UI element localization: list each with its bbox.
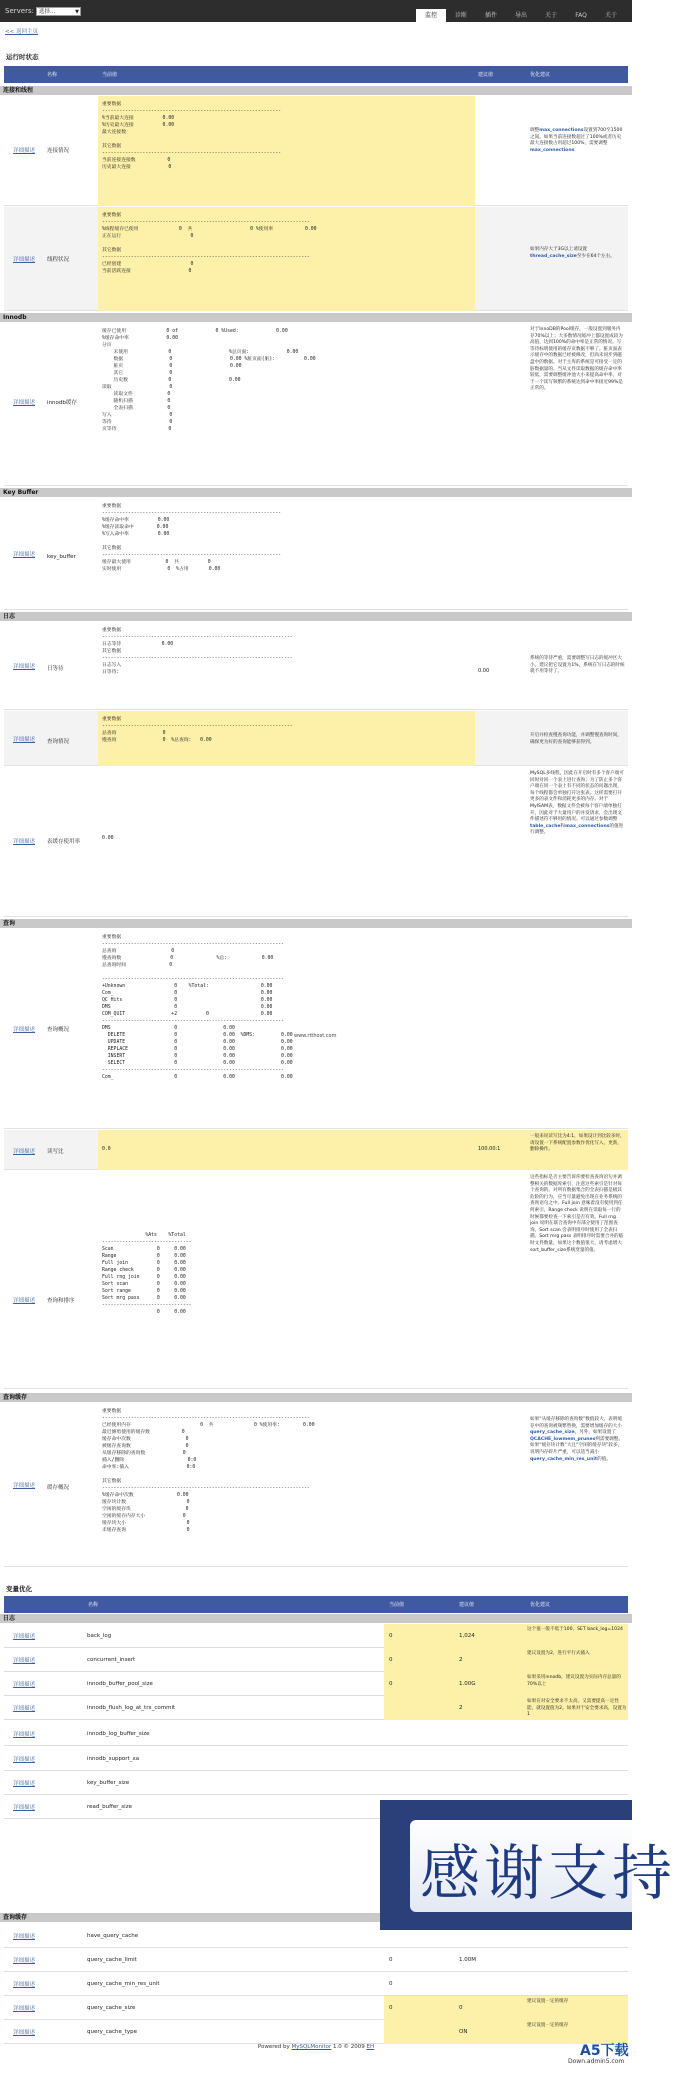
tab-export[interactable]: 导出 bbox=[514, 12, 527, 19]
var-suggest-cell bbox=[454, 1696, 524, 1720]
tab-diagnose[interactable]: 诊断 bbox=[454, 12, 467, 19]
detail-link[interactable]: 详细描述 bbox=[12, 2006, 35, 2012]
row-suggest: 0.00 bbox=[478, 668, 490, 674]
promo-banner bbox=[380, 1800, 676, 1930]
var-name: innodb_support_xa bbox=[87, 1756, 140, 1762]
var-advice-cell bbox=[524, 1972, 628, 1996]
row-value: 0.00 bbox=[102, 836, 114, 841]
var-name: query_cache_min_res_unit bbox=[87, 1981, 160, 1987]
var-name: innodb_log_buffer_size bbox=[87, 1731, 150, 1737]
tab-plugins[interactable]: 插件 bbox=[484, 12, 497, 19]
row-innodb bbox=[4, 323, 628, 486]
var-row bbox=[4, 1747, 628, 1771]
tab-faq[interactable]: FAQ bbox=[575, 12, 587, 19]
detail-link[interactable]: 详细描述 bbox=[12, 2030, 35, 2036]
col-advice: 优化建议 bbox=[530, 72, 551, 78]
var-current-cell bbox=[384, 1747, 454, 1771]
row-name: 查询和排序 bbox=[47, 1298, 75, 1304]
var-suggest: ON bbox=[459, 2029, 468, 2035]
footer-link[interactable]: MySQLMonitor bbox=[291, 2044, 332, 2050]
page-title: 运行时状态 bbox=[6, 53, 39, 61]
nav-tabs bbox=[416, 9, 626, 22]
row-value: %Ats %Total ------------------------------- Scan 0 0.00 Range 0 0.00 Full join 0 0.00 Range check 0 0.00 Full rng join 0 0.00 Sort scan 0 0.00 Sort range 0 0.00 Sort mrg pass 0 0.00 ------------------------------- 0 0.00 bbox=[102, 1233, 192, 1315]
var-name: concurrent_insert bbox=[87, 1657, 136, 1663]
vars-group-qcache: 查询缓存 bbox=[0, 1913, 632, 1922]
var-current-cell bbox=[384, 1696, 454, 1720]
var-advice: 建议设置一定的缓存 bbox=[527, 2023, 569, 2028]
var-name: query_cache_size bbox=[87, 2005, 136, 2011]
row-read-write bbox=[4, 1130, 628, 1170]
var-suggest: 1,024 bbox=[459, 1633, 475, 1639]
group-connections: 连接和线程 bbox=[0, 86, 632, 95]
col-name: 名称 bbox=[88, 1602, 99, 1608]
row-query-cache bbox=[4, 1403, 628, 1567]
var-row bbox=[4, 1771, 628, 1795]
top-bar bbox=[0, 0, 632, 22]
row-name: 读写比 bbox=[47, 1149, 64, 1155]
var-row bbox=[4, 1996, 628, 2020]
var-advice-cell bbox=[524, 1722, 628, 1746]
var-suggest: 2 bbox=[459, 1705, 463, 1711]
var-suggest-cell bbox=[454, 1972, 524, 1996]
var-advice-cell bbox=[524, 1747, 628, 1771]
row-advice: 对于InnoDB的Pool缓存，一般设置到服务内存70%以上；大多数情况缓冲上都设置成较为高值，达到100%的命中率是正常的情况。写等待标明使用的缓存页数据不够了。脏页面表示缓存中的数据已经被修改，但尚未同步到磁盘中的数据。对于主库的系统是可接受一定的脏数据量的。当从文件读取数据的缓存命中率较低，需要调整缓冲池大小来提高命中率，对于一个读写频繁的系统达到命中率接近99%是正常的。 bbox=[530, 327, 623, 392]
detail-link[interactable]: 详细描述 bbox=[12, 552, 35, 558]
row-value: 重要数据 ------------------------------------------------------------------ 日志等待 0.00 其它数据 ------------------------------------------------------------------ 日志写入 日等待: bbox=[102, 628, 293, 675]
footer-link-eh[interactable]: EH bbox=[366, 2044, 375, 2050]
var-current-cell bbox=[384, 1771, 454, 1795]
var-advice: 建议设置为2，进行平行式插入 bbox=[527, 1651, 590, 1656]
detail-link[interactable]: 详细描述 bbox=[12, 1483, 35, 1489]
var-name: query_cache_type bbox=[87, 2029, 137, 2035]
footer: Powered by MySQLMonitor 1.0 © 2009 EH bbox=[257, 2044, 375, 2050]
row-name: 查询情况 bbox=[47, 739, 70, 745]
detail-link[interactable]: 详细描述 bbox=[12, 257, 35, 263]
row-name: 线程状况 bbox=[47, 257, 70, 263]
detail-link[interactable]: 详细描述 bbox=[12, 1732, 35, 1738]
col-suggest: 建议值 bbox=[459, 1602, 475, 1608]
row-advice: 如果内存大于3G以上请设置thread_cache_size至少在64个左右。 bbox=[530, 247, 615, 259]
var-row bbox=[4, 1722, 628, 1746]
row-connections bbox=[4, 96, 628, 206]
var-name: back_log bbox=[87, 1633, 112, 1639]
row-advice: 如果“从缓存移除的查询数”数值较大，表明缓存中的查询被频繁替换，需要增加缓存的大小query_cache_size。另外，如果设置了QCACHE_lowmem_prunes则需要调整。如果“缓存块计数”大且“空闲的缓存块”较多，说明内存碎片严重，可以适当减小query_cache_min_res_unit的值。 bbox=[530, 1417, 623, 1462]
row-query-overview bbox=[4, 929, 628, 1129]
var-row bbox=[4, 1624, 628, 1648]
col-value: 当前值 bbox=[102, 72, 118, 78]
row-value: 重要数据 -------------------------------------------------------------- %当前最大连接 0.00 %历史最大连接 0.00 最大连接数 其它数据 -------------------------------------------------------------- 当前连接连接数 0 历史最大连接 0 bbox=[98, 96, 475, 206]
row-name: key_buffer bbox=[47, 554, 76, 560]
var-current-cell bbox=[384, 1996, 454, 2020]
row-threads bbox=[4, 207, 628, 311]
var-name: have_query_cache bbox=[87, 1933, 139, 1939]
row-advice: 一般来说读写比为4:1，如果设计到比较多时，请设置一下系统配置参数作优化写入，更新，删除操作。 bbox=[527, 1130, 628, 1170]
group-query: 查询 bbox=[0, 919, 632, 928]
var-name: innodb_flush_log_at_trx_commit bbox=[87, 1705, 176, 1711]
var-row bbox=[4, 1648, 628, 1672]
chevron-down-icon: ▼ bbox=[75, 9, 79, 15]
var-suggest-cell bbox=[454, 1648, 524, 1672]
banner-text: 感谢支持 bbox=[420, 1839, 676, 1909]
vars-group-log: 日志 bbox=[0, 1614, 632, 1623]
server-select[interactable]: 选择... ▼ bbox=[36, 7, 81, 16]
group-query-cache: 查询缓存 bbox=[0, 1393, 632, 1402]
detail-link[interactable]: 详细描述 bbox=[12, 1805, 35, 1811]
var-current-cell bbox=[384, 1972, 454, 1996]
var-current: 0 bbox=[389, 1657, 393, 1663]
row-value: 重要数据 ------------------------------------------------------------------------ 已经使用内存 0 共 0 %使用率: 0.00 最近修剪使用的缓存数 0 缓存命中次数 0 被缓存查询数 0 从缓存移除的查询数 0 插入/删除 0:0 命中率:插入 0:0 其它数据 ------------------------------------------------------------------------ %缓存命中次数 0.00 缓存块计数 0 空闲的缓存块 0 空闲的缓存内存大小 0 缓存块大小 0 未缓存查询 0 bbox=[102, 1409, 315, 1533]
col-value: 当前值 bbox=[389, 1602, 405, 1608]
row-advice: 开启并检查慢查询功能，并调整慢查询时间，确保更为好的查询能够获得到。 bbox=[530, 733, 622, 745]
var-current-cell bbox=[384, 2020, 454, 2044]
row-name: 日等待 bbox=[47, 666, 64, 672]
col-advice: 优化建议 bbox=[530, 1602, 551, 1608]
var-suggest-cell bbox=[454, 1747, 524, 1771]
col-suggest: 建议值 bbox=[478, 72, 494, 78]
detail-link[interactable]: 详细描述 bbox=[12, 1982, 35, 1988]
site-watermark-url: Down.admin5.com bbox=[568, 2058, 625, 2065]
row-query-situation bbox=[4, 711, 628, 766]
var-row bbox=[4, 1948, 628, 1972]
var-advice-cell bbox=[524, 1771, 628, 1795]
row-name: 缓存概况 bbox=[47, 1485, 70, 1491]
row-value: 重要数据 --------------------------------------------------------------- 总查询 0 慢查询数 0 %总: 0.00 总查询时间 0 --------------------------------------------------------------- +Unknown 0 %Total: 0.00 Com_ 0 0.00 QC Hits 0 0.00 DMS 0 0.00 COM_QUIT +2 0 0.00 --------------------------------------------------------------- DMS 0 0.00 DELETE 0 0.00 %DMS: 0.00 UPDATE 0 0.00 0.00 REPLACE 0 0.00 0.00 INSERT 0 0.00 0.00 SELECT 0 0.00 0.00 --------------------------------------------------------------- Com_ 0 0.00 0.00 bbox=[102, 935, 293, 1080]
group-innodb: Innodb bbox=[0, 313, 632, 322]
var-row bbox=[4, 1696, 628, 1720]
row-value: 重要数据 ------------------------------------------------------------------ 总查询 0 慢查询 0 %总查询: 0.00 bbox=[98, 711, 475, 766]
detail-link[interactable]: 详细描述 bbox=[12, 400, 35, 406]
row-table-cache bbox=[4, 767, 628, 917]
group-key-buffer: Key Buffer bbox=[0, 488, 632, 497]
row-sort-scan bbox=[4, 1171, 628, 1389]
detail-link[interactable]: 详细描述 bbox=[12, 1958, 35, 1964]
row-value: 0.0 bbox=[98, 1130, 475, 1170]
group-log: 日志 bbox=[0, 612, 632, 621]
detail-link[interactable]: 详细描述 bbox=[12, 1781, 35, 1787]
var-current-cell bbox=[384, 1624, 454, 1648]
var-advice: 如果采用innodb，建议设置为实际内存总量的70%以上 bbox=[527, 1675, 621, 1687]
var-suggest-cell bbox=[454, 1722, 524, 1746]
vars-title: 变量优化 bbox=[6, 1585, 32, 1593]
var-name: key_buffer_size bbox=[87, 1780, 130, 1786]
back-link[interactable]: << 返回主页 bbox=[5, 29, 38, 35]
var-row bbox=[4, 1972, 628, 1996]
detail-link[interactable]: 详细描述 bbox=[12, 1757, 35, 1763]
detail-link[interactable]: 详细描述 bbox=[12, 1149, 35, 1155]
row-value: 重要数据 -------------------------------------------------------------- %缓存命中率 0.00 %缓存读取命中 0.00 %写入命中率 0.00 其它数据 -------------------------------------------------------------- 缓存最大使用 0 共 0 实时使用 0 %占用 0.00 bbox=[102, 504, 282, 572]
var-current-cell bbox=[384, 1648, 454, 1672]
var-current-cell bbox=[384, 1722, 454, 1746]
var-advice: 这个值一般不低于100，SET back_log=1024 bbox=[527, 1627, 623, 1632]
var-current: 0 bbox=[389, 1681, 393, 1687]
row-value: 缓存已使用 0 of 0 %Used: 0.00 %缓存命中率 0.00 分页 未使用 0 %总页面: 0.00 数据 0 0.00 %脏页面(脏): 0.00 脏页 0 0.00 其它 0 历史数 0 0.00 读取 0 读取文件 0 随机扫描 0 全表扫描 0 写入 0 等待 0 页等待 0 bbox=[102, 329, 316, 432]
var-advice-cell bbox=[524, 1948, 628, 1972]
detail-link[interactable]: 详细描述 bbox=[12, 1682, 35, 1688]
row-suggest: 100.00:1 bbox=[475, 1130, 527, 1170]
var-row bbox=[4, 1672, 628, 1696]
var-name: innodb_buffer_pool_size bbox=[87, 1681, 153, 1687]
inline-watermark: www.rtthost.com bbox=[294, 1033, 337, 1039]
detail-link[interactable]: 详细描述 bbox=[12, 1934, 35, 1940]
var-current: 0 bbox=[389, 2005, 393, 2011]
var-suggest: 0 bbox=[459, 2005, 463, 2011]
tab-about2[interactable]: 关于 bbox=[604, 12, 617, 19]
row-advice: 系统的等待严重，需要调整写日志的缓冲区大小，建议把它设置为1%，系统在写日志的时候就不用等待了。 bbox=[530, 656, 625, 675]
detail-link[interactable]: 详细描述 bbox=[12, 1298, 35, 1304]
var-row bbox=[4, 2020, 628, 2044]
row-log-wait bbox=[4, 622, 628, 710]
var-current: 0 bbox=[389, 1957, 393, 1963]
var-advice: 如果在对安全要求不太高，又需要提高一定性能，就设置值为2。如果对于安全要求高，设置为1 bbox=[527, 1699, 627, 1717]
detail-link[interactable]: 详细描述 bbox=[12, 839, 35, 845]
detail-link[interactable]: 详细描述 bbox=[12, 737, 35, 743]
var-advice: 建议设置一定的缓存 bbox=[527, 1999, 569, 2004]
var-current: 0 bbox=[389, 1633, 393, 1639]
detail-link[interactable]: 详细描述 bbox=[12, 664, 35, 670]
row-value: 重要数据 ------------------------------------------------------------------------ %线程缓存已使用 0 共 0 %使用率 0.00 正在运行 0 其它数据 ------------------------------------------------------------------------ 已经创建 0 当前活跃连接 0 bbox=[98, 207, 475, 311]
var-suggest-cell bbox=[454, 1996, 524, 2020]
var-suggest-cell bbox=[454, 1771, 524, 1795]
col-name: 名称 bbox=[47, 72, 58, 78]
var-name: read_buffer_size bbox=[87, 1804, 132, 1810]
row-name: 表缓存使用率 bbox=[47, 839, 81, 845]
var-current-cell bbox=[384, 1672, 454, 1696]
row-name: 连接情况 bbox=[47, 148, 70, 154]
var-suggest: 2 bbox=[459, 1657, 463, 1663]
var-suggest: 1.00M bbox=[459, 1957, 476, 1963]
detail-link[interactable]: 详细描述 bbox=[12, 1706, 35, 1712]
tab-about[interactable]: 关于 bbox=[544, 12, 557, 19]
row-name: 查询概况 bbox=[47, 1027, 70, 1033]
servers-label: Servers: bbox=[5, 7, 34, 15]
detail-link[interactable]: 详细描述 bbox=[12, 1658, 35, 1664]
row-advice: 调整max_connections设置到700至1500之间。如果当前连接数超过了100%或者历史最大连接数占用超过100%，需要调整max_connections bbox=[530, 128, 623, 153]
var-name: query_cache_limit bbox=[87, 1957, 137, 1963]
row-name: innodb缓存 bbox=[47, 400, 77, 406]
tab-monitor[interactable]: 监控 bbox=[416, 9, 446, 22]
vars-table-header bbox=[4, 1596, 628, 1613]
var-current: 0 bbox=[389, 1981, 393, 1987]
var-suggest: 1.00G bbox=[459, 1681, 476, 1687]
status-table-header bbox=[4, 66, 628, 83]
detail-link[interactable]: 详细描述 bbox=[12, 1634, 35, 1640]
row-advice: MySQL多线程，因此在开启时有多个客户端可同时对同一个表上进行查询；为了防止多个客户端在同一个表上有不同的状态的问题出现，每个线程都会单独打开这张表。这样需要打开更多的表文件和消耗更多的内存。对于MyISAM表，数据文件会被每个客户端单独打开，因此对于大量用户的并发请求，会出现文件描述符不够用的情况。可以通过参数调整table_cache和max_connections的值进行调整。 bbox=[530, 771, 624, 836]
row-advice: 这些指标是否主要告诉你要检查查询语句并调整相关的数据库索引，注意这些索引是针对每个查询的。对所有数据集合的全表扫描是极其危险的行为，应当尽量避免出现在业务系统的查询语句之中。Full join 意味着没有使用到任何索引，Range check 说明在读取每一行的时候都要检查一下索引是否有效。Full rng join 说明在联合查询中有部分使用了范围查询。Sort scan 会表明排序时使用了全表扫描。Sort mrg pass 表明排序时需要合并的临时文件数量，如果这个数值很大，请考虑增大sort_buffer_size系统变量的值。 bbox=[530, 1175, 624, 1253]
var-current-cell bbox=[384, 1948, 454, 1972]
detail-link[interactable]: 详细描述 bbox=[12, 148, 35, 154]
site-watermark: A5下载 bbox=[580, 2043, 629, 2059]
row-key-buffer bbox=[4, 498, 628, 610]
detail-link[interactable]: 详细描述 bbox=[12, 1027, 35, 1033]
